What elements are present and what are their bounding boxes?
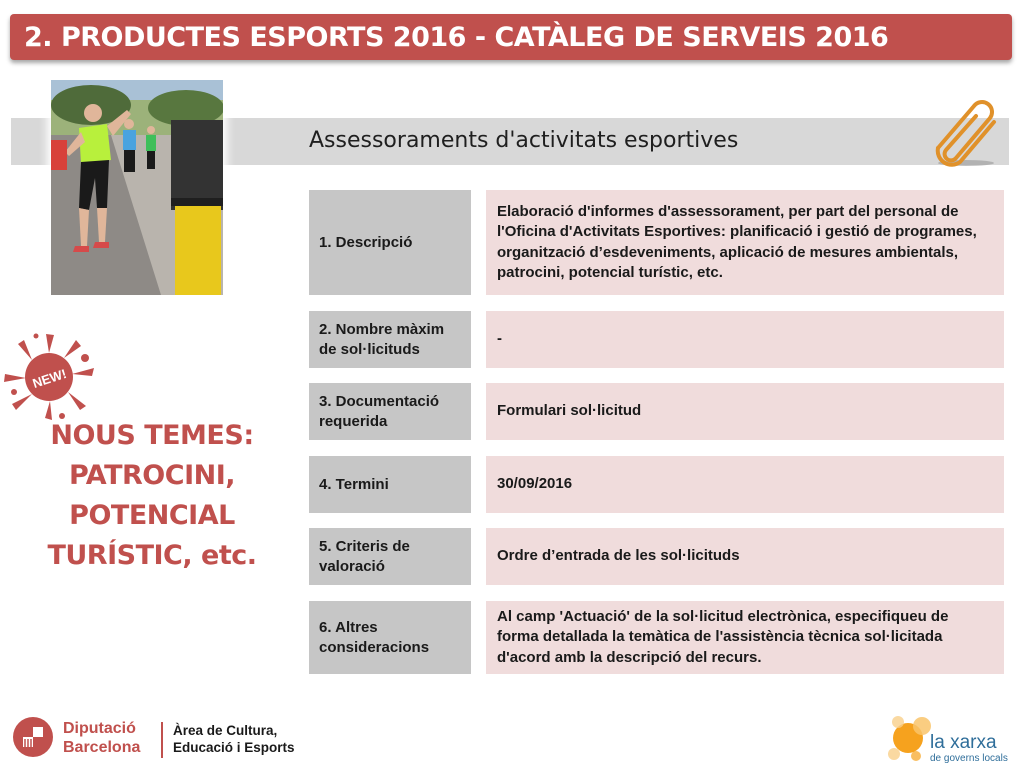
new-badge-text: NEW! bbox=[30, 365, 69, 391]
area-name bbox=[173, 722, 295, 756]
row-value-other: Al camp 'Actuació' de la sol·licitud electrònica, especifiqueu de forma detallada la temàtica de l'assistència tècnica sol·licitada d'acord amb la descripció del recurs. bbox=[486, 601, 1004, 674]
runner-photo-illustration bbox=[51, 80, 223, 295]
xarxa-logo-icon bbox=[884, 710, 934, 766]
header-banner bbox=[10, 14, 1012, 60]
diputacio-emblem-icon bbox=[12, 716, 54, 758]
row-value-criteria: Ordre d’entrada de les sol·licituds bbox=[486, 528, 1004, 585]
new-topics-line: TURÍSTIC, etc. bbox=[47, 540, 257, 571]
xarxa-name: la xarxa bbox=[930, 732, 997, 753]
area-name-line: Educació i Esports bbox=[173, 740, 295, 755]
xarxa-logo bbox=[884, 710, 1020, 766]
runner-photo bbox=[51, 80, 223, 295]
new-topics-line: POTENCIAL bbox=[69, 500, 235, 531]
section-subtitle: Assessoraments d'activitats esportives bbox=[309, 128, 739, 153]
row-label-max-requests: 2. Nombre màxim de sol·licituds bbox=[309, 311, 471, 368]
row-label-deadline: 4. Termini bbox=[309, 456, 471, 513]
new-splash-icon bbox=[2, 330, 96, 422]
xarxa-subtitle: de governs locals bbox=[930, 753, 1008, 764]
row-value-documentation: Formulari sol·licitud bbox=[486, 383, 1004, 440]
paperclip-icon bbox=[928, 92, 1002, 168]
page-title: 2. PRODUCTES ESPORTS 2016 - CATÀLEG DE SERVEIS 2016 bbox=[24, 22, 889, 53]
diputacio-logo bbox=[12, 714, 312, 762]
diputacio-name-line: Barcelona bbox=[63, 739, 141, 756]
row-label-criteria: 5. Criteris de valoració bbox=[309, 528, 471, 585]
area-name-line: Àrea de Cultura, bbox=[173, 723, 278, 738]
row-label-description: 1. Descripció bbox=[309, 190, 471, 295]
new-topics-text bbox=[20, 416, 284, 576]
diputacio-name-line: Diputació bbox=[63, 720, 136, 737]
new-topics-line: NOUS TEMES: bbox=[50, 420, 254, 451]
row-label-other: 6. Altres consideracions bbox=[309, 601, 471, 674]
row-value-max-requests: - bbox=[486, 311, 1004, 368]
new-topics-line: PATROCINI, bbox=[68, 460, 236, 491]
row-value-description: Elaboració d'informes d'assessorament, per part del personal de l'Oficina d'Activitats Esportives: planificació i gestió de programes, organització d’esdeveniments, aplicació de mesures ambientals, patrocini, potencial turístic, etc. bbox=[486, 190, 1004, 295]
logo-divider bbox=[161, 722, 163, 758]
row-label-documentation: 3. Documentació requerida bbox=[309, 383, 471, 440]
row-value-deadline: 30/09/2016 bbox=[486, 456, 1004, 513]
diputacio-name bbox=[63, 719, 140, 757]
